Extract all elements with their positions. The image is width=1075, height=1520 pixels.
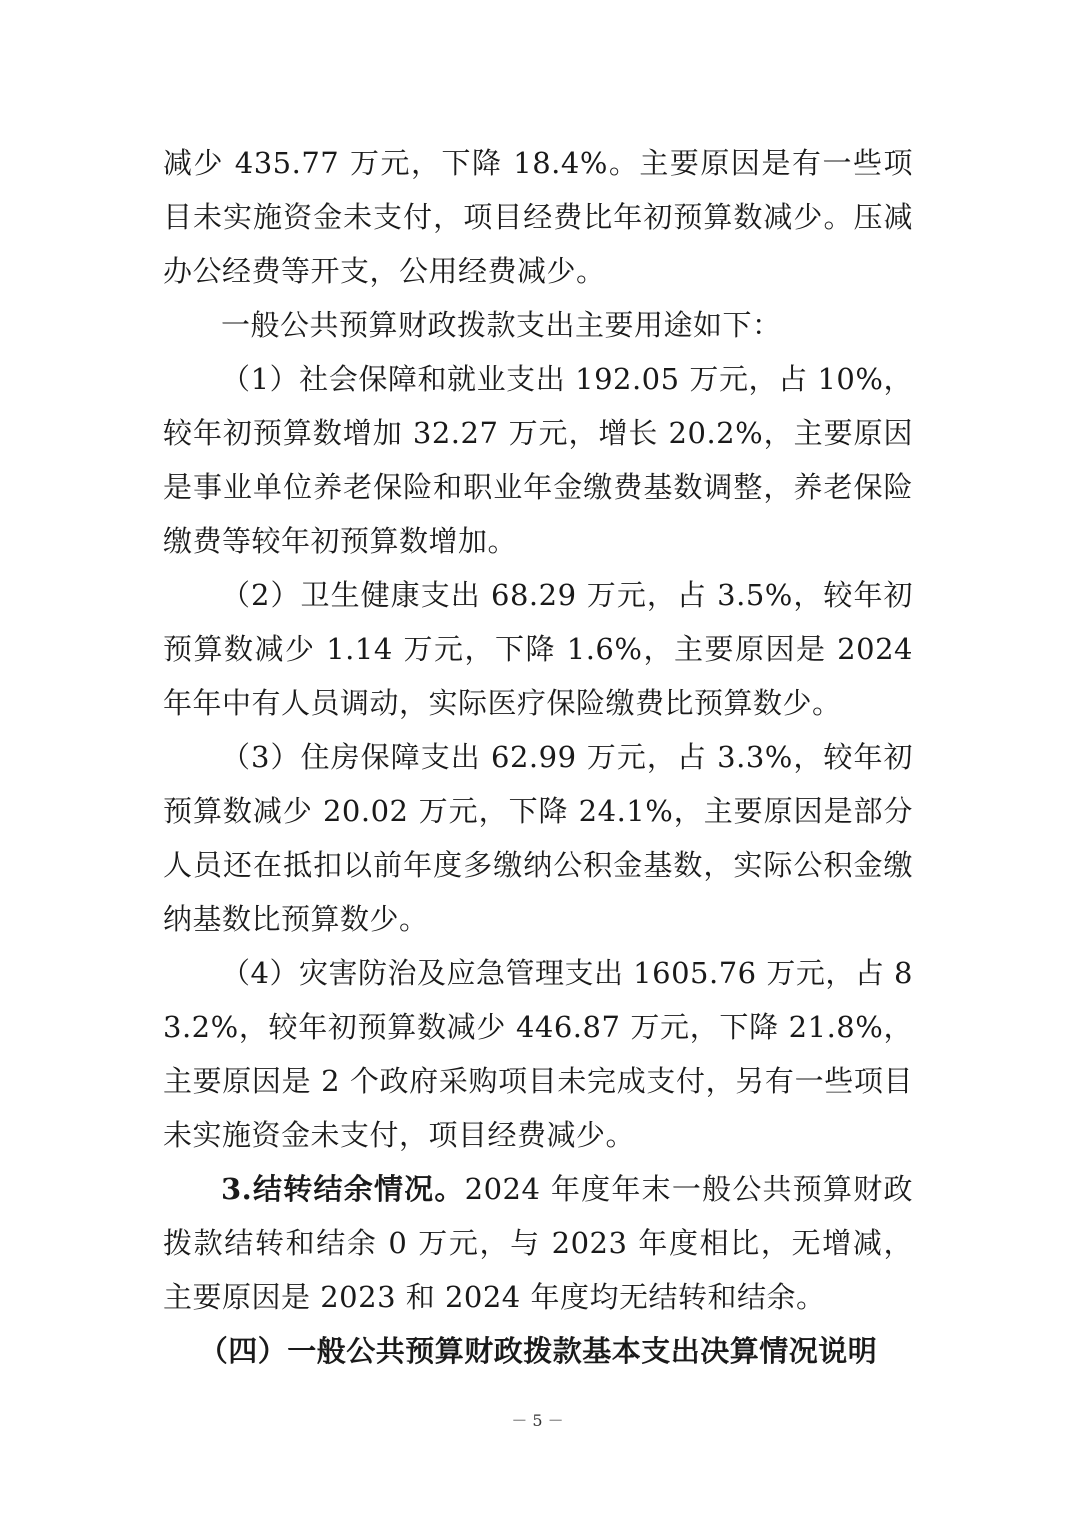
document-body [163, 136, 913, 1378]
paragraph-carryover [163, 1162, 913, 1324]
paragraph-disaster-prevention: （4）灾害防治及应急管理支出 1605.76 万元，占 83.2%，较年初预算数减少 446.87 万元，下降 21.8%，主要原因是 2 个政府采购项目未完成支付，另有一些项目未实施资金未支付，项目经费减少。 [163, 956, 913, 1152]
paragraph-usage-intro: 一般公共预算财政拨款支出主要用途如下： [221, 308, 782, 342]
page-number: － 5 － [511, 1411, 564, 1430]
carryover-text: 2024 年度年末一般公共预算财政拨款结转和结余 0 万元，与 2023 年度相比，无增减，主要原因是 2023 和 2024 年度均无结转和结余。 [163, 1172, 913, 1314]
carryover-label: 3.结转结余情况。 [221, 1172, 465, 1206]
paragraph-health: （2）卫生健康支出 68.29 万元，占 3.5%，较年初预算数减少 1.14 万元，下降 1.6%，主要原因是 2024 年年中有人员调动，实际医疗保险缴费比预算数少。 [163, 578, 913, 720]
paragraph-continuation: 减少 435.77 万元，下降 18.4%。主要原因是有一些项目未实施资金未支付，项目经费比年初预算数减少。压减办公经费等开支，公用经费减少。 [163, 146, 913, 288]
section-heading: （四）一般公共预算财政拨款基本支出决算情况说明 [198, 1334, 878, 1368]
paragraph-housing: （3）住房保障支出 62.99 万元，占 3.3%，较年初预算数减少 20.02 万元，下降 24.1%，主要原因是部分人员还在抵扣以前年度多缴纳公积金基数，实际公积金缴纳基数比预算数少。 [163, 740, 913, 936]
paragraph-social-security: （1）社会保障和就业支出 192.05 万元，占 10%，较年初预算数增加 32.27 万元，增长 20.2%，主要原因是事业单位养老保险和职业年金缴费基数调整，养老保险缴费等较年初预算数增加。 [163, 362, 913, 558]
